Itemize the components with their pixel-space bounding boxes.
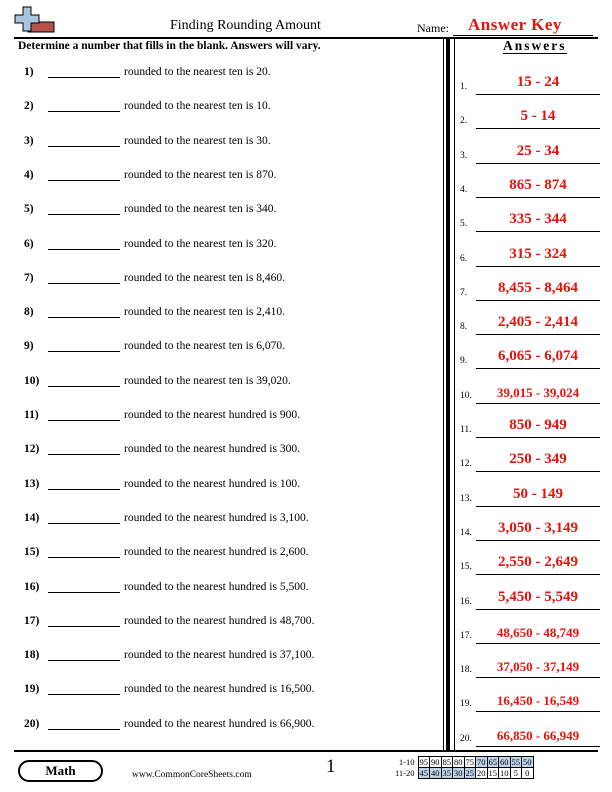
score-row bbox=[394, 757, 533, 768]
score-row-label: 1-10 bbox=[398, 757, 415, 767]
answers-header: Answers bbox=[503, 38, 567, 53]
answer-number: 6. bbox=[460, 253, 468, 264]
answer-blank[interactable] bbox=[48, 454, 120, 455]
answer-value: 8,455 - 8,464 bbox=[498, 279, 578, 296]
problem-text: rounded to the nearest ten is 340. bbox=[124, 203, 277, 216]
answer-line bbox=[476, 437, 600, 438]
answer-value: 2,550 - 2,649 bbox=[498, 554, 578, 571]
problem-text: rounded to the nearest hundred is 66,900. bbox=[124, 717, 315, 730]
problem-text: rounded to the nearest ten is 320. bbox=[124, 237, 277, 250]
problem-number: 6) bbox=[24, 237, 34, 250]
answer-value: 850 - 949 bbox=[509, 417, 567, 433]
answer-blank[interactable] bbox=[48, 523, 120, 524]
problem-number: 19) bbox=[24, 683, 40, 696]
answer-line bbox=[476, 540, 600, 541]
subject-badge: Math bbox=[18, 760, 103, 782]
answer-number: 12. bbox=[460, 459, 472, 470]
answer-line bbox=[476, 403, 600, 404]
answer-value: 50 - 149 bbox=[513, 485, 563, 502]
column-divider-left bbox=[443, 38, 444, 750]
answer-value: 16,450 - 16,549 bbox=[496, 693, 580, 709]
instructions: Determine a number that fills in the blank. Answers will vary. bbox=[18, 40, 321, 52]
answer-number: 4. bbox=[460, 184, 468, 195]
answer-number: 16. bbox=[460, 596, 472, 607]
answer-line bbox=[476, 334, 600, 335]
problem-number: 2) bbox=[24, 100, 34, 113]
problem-number: 13) bbox=[24, 477, 40, 490]
answer-number: 15. bbox=[460, 562, 472, 573]
answer-line bbox=[476, 677, 600, 678]
answer-line bbox=[476, 471, 600, 472]
score-cell: 70 bbox=[477, 757, 486, 767]
problem-text: rounded to the nearest ten is 8,460. bbox=[124, 271, 285, 284]
problem-text: rounded to the nearest ten is 870. bbox=[124, 168, 277, 181]
answer-number: 11. bbox=[460, 425, 472, 435]
answer-line bbox=[476, 609, 600, 610]
score-row bbox=[394, 768, 533, 779]
score-cell: 55 bbox=[511, 757, 521, 767]
problem-text: rounded to the nearest hundred is 5,500. bbox=[124, 580, 309, 593]
answer-value: 15 - 24 bbox=[516, 74, 560, 90]
answer-value: 5 - 14 bbox=[520, 108, 556, 125]
problem-text: rounded to the nearest ten is 2,410. bbox=[124, 306, 285, 319]
score-cell: 15 bbox=[488, 768, 498, 778]
answer-line bbox=[476, 643, 600, 644]
answer-line bbox=[476, 574, 600, 575]
score-cell: 90 bbox=[431, 757, 440, 767]
score-table bbox=[394, 756, 534, 779]
score-cell: 25 bbox=[465, 768, 475, 778]
score-cell: 80 bbox=[454, 757, 463, 767]
answer-value: 315 - 324 bbox=[509, 245, 567, 262]
answer-key-label: Answer Key bbox=[468, 15, 562, 34]
score-cell: 30 bbox=[454, 768, 463, 778]
answer-line bbox=[476, 128, 600, 129]
score-cell: 20 bbox=[477, 768, 486, 778]
answer-value: 3,050 - 3,149 bbox=[498, 519, 578, 536]
problem-number: 16) bbox=[24, 580, 40, 593]
answer-blank[interactable] bbox=[48, 77, 120, 78]
score-row-label: 11-20 bbox=[395, 768, 415, 778]
answer-line bbox=[476, 94, 600, 95]
answer-line bbox=[476, 711, 600, 712]
problem-text: rounded to the nearest ten is 6,070. bbox=[124, 340, 285, 353]
score-cell: 40 bbox=[431, 768, 440, 778]
answer-blank[interactable] bbox=[48, 489, 120, 490]
answer-number: 3. bbox=[460, 150, 468, 161]
problem-text: rounded to the nearest ten is 20. bbox=[124, 66, 271, 78]
score-cell: 35 bbox=[442, 768, 452, 778]
problem-text: rounded to the nearest hundred is 2,600. bbox=[124, 546, 309, 559]
score-cell: 85 bbox=[442, 757, 452, 767]
problem-number: 11) bbox=[24, 409, 39, 421]
answer-blank[interactable] bbox=[48, 111, 120, 112]
answer-line bbox=[476, 266, 600, 267]
footer-url: www.CommonCoreSheets.com bbox=[132, 770, 252, 780]
problem-number: 7) bbox=[24, 271, 34, 284]
answer-number: 7. bbox=[460, 287, 468, 298]
problem-text: rounded to the nearest ten is 10. bbox=[124, 100, 271, 113]
answer-blank[interactable] bbox=[48, 317, 120, 318]
answer-number: 2. bbox=[460, 116, 468, 127]
answer-line bbox=[476, 231, 600, 232]
problem-text: rounded to the nearest hundred is 300. bbox=[124, 443, 300, 456]
answer-number: 19. bbox=[460, 699, 472, 710]
answer-number: 10. bbox=[460, 390, 472, 401]
answer-value: 5,450 - 5,549 bbox=[498, 588, 578, 605]
problem-text: rounded to the nearest hundred is 16,500. bbox=[124, 683, 315, 696]
score-cell: 75 bbox=[465, 757, 475, 767]
problem-text: rounded to the nearest hundred is 3,100. bbox=[124, 511, 309, 524]
answer-number: 18. bbox=[460, 665, 472, 676]
problem-number: 5) bbox=[24, 203, 34, 216]
answer-value: 865 - 874 bbox=[509, 176, 567, 193]
problem-text: rounded to the nearest ten is 30. bbox=[124, 134, 271, 147]
page-title: Finding Rounding Amount bbox=[170, 18, 321, 33]
score-cell: 0 bbox=[522, 768, 534, 779]
problem-number: 20) bbox=[24, 717, 40, 730]
answer-blank[interactable] bbox=[48, 420, 120, 421]
problem-text: rounded to the nearest hundred is 900. bbox=[124, 409, 300, 421]
problem-number: 1) bbox=[24, 66, 34, 78]
answer-value: 6,065 - 6,074 bbox=[498, 348, 578, 365]
answer-blank[interactable] bbox=[48, 386, 120, 387]
answer-line bbox=[476, 197, 600, 198]
answer-value: 335 - 344 bbox=[509, 211, 567, 228]
answer-blank[interactable] bbox=[48, 694, 120, 695]
name-label: Name: bbox=[417, 21, 449, 35]
answer-value: 250 - 349 bbox=[509, 451, 567, 468]
problem-number: 15) bbox=[24, 546, 40, 559]
answer-value: 37,050 - 37,149 bbox=[496, 659, 580, 675]
answer-value: 2,405 - 2,414 bbox=[498, 314, 578, 331]
answer-blank[interactable] bbox=[48, 592, 120, 593]
score-cell: 45 bbox=[419, 768, 429, 778]
answer-line bbox=[476, 746, 600, 747]
answer-number: 1. bbox=[460, 82, 468, 92]
score-cell: 5 bbox=[510, 768, 522, 779]
answer-blank[interactable] bbox=[48, 283, 120, 284]
answer-value: 48,650 - 48,749 bbox=[496, 624, 580, 640]
problem-text: rounded to the nearest hundred is 37,100. bbox=[124, 649, 315, 662]
answer-number: 14. bbox=[460, 527, 472, 538]
problem-text: rounded to the nearest ten is 39,020. bbox=[124, 374, 291, 387]
problem-number: 10) bbox=[24, 374, 40, 387]
answer-number: 9. bbox=[460, 356, 468, 367]
score-cell: 10 bbox=[500, 768, 509, 778]
answer-blank[interactable] bbox=[48, 180, 120, 181]
score-cell: 95 bbox=[419, 757, 429, 767]
problem-number: 3) bbox=[24, 134, 34, 147]
answer-blank[interactable] bbox=[48, 557, 120, 558]
problem-text: rounded to the nearest hundred is 48,700. bbox=[124, 614, 315, 627]
problem-number: 14) bbox=[24, 511, 40, 524]
plus-minus-logo-icon bbox=[14, 6, 56, 36]
answer-number: 13. bbox=[460, 493, 472, 504]
answer-line bbox=[476, 506, 600, 507]
answer-blank[interactable] bbox=[48, 146, 120, 147]
answer-number: 17. bbox=[460, 630, 472, 641]
score-cell: 50 bbox=[523, 757, 532, 767]
page-number: 1 bbox=[326, 756, 336, 777]
answer-value: 39,015 - 39,024 bbox=[496, 384, 580, 400]
answer-blank[interactable] bbox=[48, 214, 120, 215]
answer-blank[interactable] bbox=[48, 249, 120, 250]
answer-blank[interactable] bbox=[48, 626, 120, 627]
problem-number: 8) bbox=[24, 306, 34, 319]
answer-number: 8. bbox=[460, 322, 468, 333]
score-cell: 60 bbox=[500, 757, 509, 767]
answer-number: 20. bbox=[460, 733, 472, 744]
problem-number: 9) bbox=[24, 340, 34, 353]
answer-line bbox=[476, 368, 600, 369]
answer-blank[interactable] bbox=[48, 351, 120, 352]
problem-number: 12) bbox=[24, 443, 40, 456]
answers-header-underline bbox=[503, 53, 567, 54]
answer-line bbox=[476, 163, 600, 164]
answer-value: 66,850 - 66,949 bbox=[496, 727, 580, 743]
footer-divider bbox=[14, 750, 598, 752]
problem-number: 4) bbox=[24, 168, 34, 181]
column-divider-right bbox=[454, 38, 455, 750]
answer-blank[interactable] bbox=[48, 660, 120, 661]
answer-line bbox=[476, 300, 600, 301]
problem-number: 17) bbox=[24, 614, 40, 627]
answer-number: 5. bbox=[460, 219, 468, 230]
problem-number: 18) bbox=[24, 649, 40, 662]
score-cell: 65 bbox=[488, 757, 498, 767]
answer-value: 25 - 34 bbox=[516, 142, 560, 159]
problem-text: rounded to the nearest hundred is 100. bbox=[124, 477, 300, 490]
column-divider-thick bbox=[446, 38, 450, 750]
name-field-line bbox=[453, 35, 593, 36]
answer-blank[interactable] bbox=[48, 729, 120, 730]
